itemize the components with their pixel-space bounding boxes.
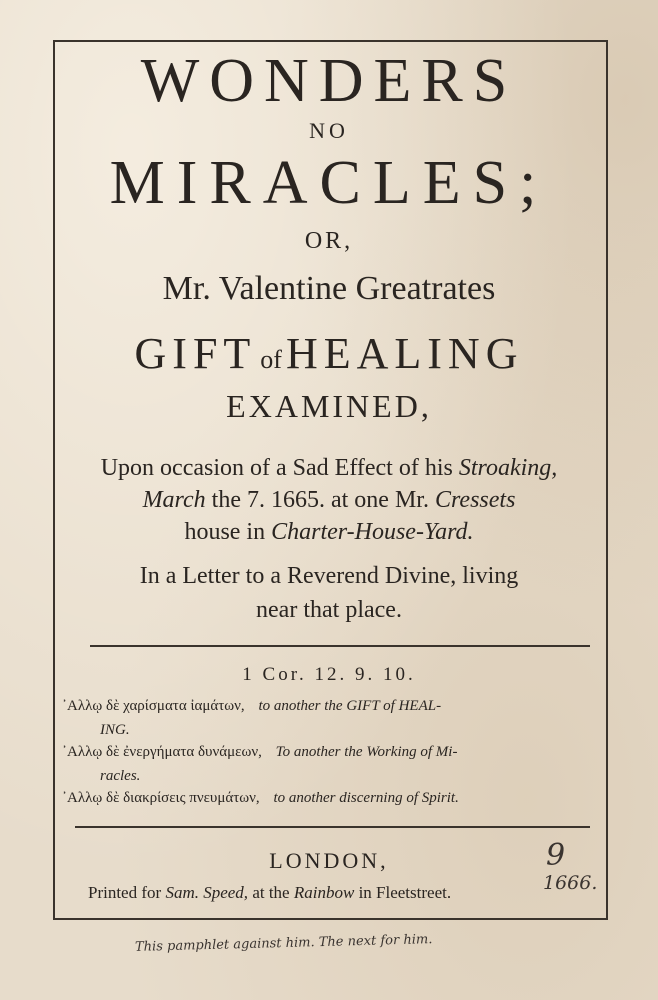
- divider-rule-top: [90, 645, 590, 647]
- greek-text: ᾽Αλλῳ δὲ διακρίσεις πνευμάτων,: [62, 790, 260, 806]
- english-text: to another the GIFT of HEAL-: [258, 698, 442, 714]
- imprint-printer: [88, 883, 451, 903]
- title-or: OR,: [304, 228, 354, 254]
- greek-text: ᾽Αλλῳ δὲ ἐνεργήματα δυνάμεων,: [62, 744, 262, 760]
- scripture-verse-1-continued: [100, 722, 130, 739]
- description-line-4: In a Letter to a Reverend Divine, living: [139, 563, 519, 589]
- title-no: NO: [309, 118, 349, 143]
- imprint-text: Printed for: [88, 883, 166, 902]
- imprint-year: 1666.: [543, 872, 598, 894]
- handwritten-numeral: 9: [546, 838, 566, 873]
- description-line-1: [0, 455, 658, 482]
- english-text: To another the Working of Mi-: [275, 744, 458, 760]
- title-of: of: [260, 345, 282, 374]
- desc-text: house in: [184, 519, 272, 545]
- scripture-verse-3: [62, 790, 459, 807]
- title-miracles: MIRACLES;: [109, 149, 549, 217]
- description-line-2: [0, 487, 658, 514]
- scripture-verse-1: [62, 698, 441, 715]
- title-author: Mr. Valentine Greatrates: [162, 270, 496, 307]
- title-examined: EXAMINED,: [226, 388, 432, 424]
- imprint-italic: Rainbow: [293, 883, 355, 902]
- imprint-city: LONDON,: [269, 848, 389, 873]
- desc-italic: Cressets: [434, 487, 516, 513]
- divider-rule-bottom: [75, 826, 590, 828]
- english-text: racles.: [100, 768, 141, 784]
- handwritten-footnote: This pamphlet against him. The next for him.: [134, 932, 433, 955]
- description-line-3: [0, 519, 658, 546]
- english-text: to another discerning of Spirit.: [273, 790, 459, 806]
- title-gift-of-healing: [0, 328, 658, 379]
- scripture-verse-2-continued: [100, 768, 140, 785]
- greek-text: ᾽Αλλῳ δὲ χαρίσματα ἰαμάτων,: [62, 698, 245, 714]
- imprint-text: at the: [248, 883, 294, 902]
- imprint-italic: Sam. Speed,: [165, 883, 249, 902]
- description-line-5: near that place.: [256, 597, 402, 623]
- desc-italic: March: [142, 487, 206, 513]
- title-gift: GIFT: [134, 329, 257, 378]
- desc-text: the 7. 1665. at one Mr.: [205, 487, 435, 513]
- desc-text: Upon occasion of a Sad Effect of his: [100, 455, 459, 481]
- desc-italic: Charter-House-Yard.: [271, 519, 474, 545]
- imprint-text: in Fleetstreet.: [354, 883, 452, 902]
- scripture-verse-2: [62, 744, 457, 761]
- scripture-reference: 1 Cor. 12. 9. 10.: [242, 664, 416, 685]
- english-text: ING.: [100, 722, 130, 738]
- desc-italic: Stroaking,: [458, 455, 558, 481]
- title-healing: HEALING: [285, 329, 524, 378]
- title-wonders: WONDERS: [140, 47, 518, 115]
